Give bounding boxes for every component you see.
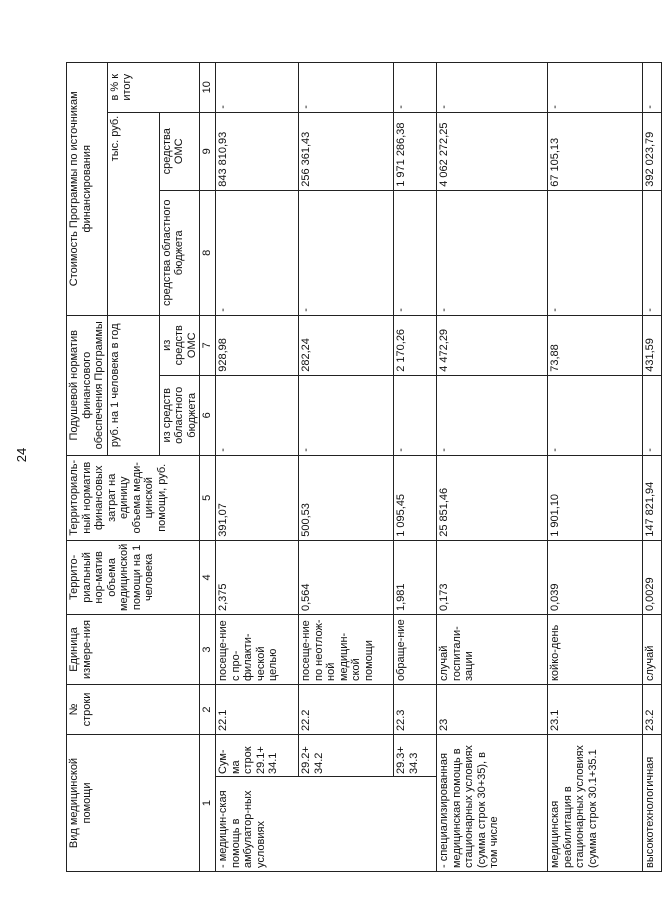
header-service-type: Вид медицинской помощи <box>67 735 200 872</box>
row-cost-oms: 67 105,13 <box>548 112 643 190</box>
row-norm-cost: 1 901,10 <box>548 455 643 540</box>
row-cost-oms: 1 971 286,38 <box>394 112 437 190</box>
row-pc-budget: - <box>216 375 299 455</box>
row-norm-volume: 1,981 <box>394 540 437 614</box>
header-row-1 <box>67 62 108 871</box>
header-pc-budget: из средств областного бюджета <box>159 375 200 455</box>
column-number: 10 <box>200 62 216 112</box>
row-pc-oms: 4 472,29 <box>437 315 548 375</box>
column-numbers-row <box>200 62 216 871</box>
row-line: 23.2 <box>643 685 662 735</box>
row-pc-oms: 431,59 <box>643 315 662 375</box>
column-number: 7 <box>200 315 216 375</box>
row-norm-cost: 1 095,45 <box>394 455 437 540</box>
sum-refs: 29.1+ 34.1 <box>254 746 279 774</box>
row-label: высокотехнологичная <box>643 735 662 872</box>
header-pc-oms: из средств ОМС <box>159 315 200 375</box>
row-cost-budget: - <box>437 190 548 315</box>
row-pc-budget: - <box>643 375 662 455</box>
header-cost-oms: средства ОМС <box>159 112 200 190</box>
row-norm-cost: 25 851,46 <box>437 455 548 540</box>
header-cost-budget: средства областного бюджета <box>159 190 200 315</box>
row-line: 22.2 <box>299 685 394 735</box>
row-line: 23.1 <box>548 685 643 735</box>
table-row <box>437 62 548 871</box>
column-number: 4 <box>200 540 216 614</box>
row-percent: - <box>643 62 662 112</box>
row-pc-oms: 2 170,26 <box>394 315 437 375</box>
row-pc-oms: 282,24 <box>299 315 394 375</box>
row-norm-cost: 391,07 <box>216 455 299 540</box>
row-percent: - <box>548 62 643 112</box>
row-cost-oms: 392 023,79 <box>643 112 662 190</box>
row-norm-cost: 500,53 <box>299 455 394 540</box>
row-percent: - <box>299 62 394 112</box>
column-number: 9 <box>200 112 216 190</box>
row-label: медицинская реабилитация в стационарных условиях (сумма строк 30.1+35.1 <box>548 735 643 872</box>
row-cost-budget: - <box>643 190 662 315</box>
row-pc-budget: - <box>437 375 548 455</box>
row-label-outpatient: - медицин-ская помощь в амбулатор-ных условиях <box>216 777 437 872</box>
row-cost-budget: - <box>299 190 394 315</box>
column-number: 1 <box>200 735 216 872</box>
row-norm-volume: 0,564 <box>299 540 394 614</box>
table-row <box>299 62 394 871</box>
table-row <box>643 62 662 871</box>
sum-label: Сум-ма строк <box>217 746 254 774</box>
row-refs: 29.2+ 34.2 <box>299 735 394 777</box>
header-cost-group: Стоимость Программы по источникам финансирования <box>67 62 108 315</box>
row-norm-volume: 0,173 <box>437 540 548 614</box>
financing-table <box>66 62 662 872</box>
row-unit: обраще-ние <box>394 615 437 685</box>
row-refs: 29.3+ 34.3 <box>394 735 437 777</box>
row-label: - специализированная медицинская помощь в стационарных условиях (сумма строк 30+35), в том числе <box>437 735 548 872</box>
table-row <box>548 62 643 871</box>
row-percent: - <box>437 62 548 112</box>
header-unit: Единица измере-ния <box>67 615 200 685</box>
row-pc-oms: 928,98 <box>216 315 299 375</box>
row-line: 23 <box>437 685 548 735</box>
column-number: 6 <box>200 375 216 455</box>
row-pc-budget: - <box>394 375 437 455</box>
row-unit: случай <box>643 615 662 685</box>
row-cost-budget: - <box>394 190 437 315</box>
row-unit: случай госпитали-зации <box>437 615 548 685</box>
row-norm-volume: 0,0029 <box>643 540 662 614</box>
column-number: 5 <box>200 455 216 540</box>
header-percent: в % к итогу <box>107 62 200 112</box>
header-per-capita-group: Подушевой норматив финансового обеспечения Программы <box>67 315 108 455</box>
page-number: 24 <box>14 447 29 463</box>
row-pc-oms: 73,88 <box>548 315 643 375</box>
row-cost-oms: 843 810,93 <box>216 112 299 190</box>
header-per-capita-unit: руб. на 1 человека в год <box>107 315 159 455</box>
header-norm-volume: Террито-риальный нор-матив объема медицинской помощи на 1 человека <box>67 540 200 614</box>
table-row <box>394 62 437 871</box>
row-line: 22.3 <box>394 685 437 735</box>
row-percent: - <box>394 62 437 112</box>
row-cost-oms: 256 361,43 <box>299 112 394 190</box>
header-line-number: № строки <box>67 685 200 735</box>
row-norm-cost: 147 821,94 <box>643 455 662 540</box>
row-line: 22.1 <box>216 685 299 735</box>
row-cost-budget: - <box>548 190 643 315</box>
row-unit: койко-день <box>548 615 643 685</box>
row-unit: посеще-ние по неотлож-ной медицин-ской помощи <box>299 615 394 685</box>
column-number: 2 <box>200 685 216 735</box>
row-cost-budget: - <box>216 190 299 315</box>
row-unit: посеще-ние с про-филакти-ческой целью <box>216 615 299 685</box>
header-norm-cost: Территориаль-ный норматив финансовых затрат на единицу объема меди-цинской помощи, руб. <box>67 455 200 540</box>
table-row <box>216 62 299 871</box>
column-number: 8 <box>200 190 216 315</box>
header-cost-unit: тыс. руб. <box>107 112 159 315</box>
row-pc-budget: - <box>299 375 394 455</box>
row-refs <box>216 735 299 777</box>
row-norm-volume: 2,375 <box>216 540 299 614</box>
row-norm-volume: 0,039 <box>548 540 643 614</box>
column-number: 3 <box>200 615 216 685</box>
row-cost-oms: 4 062 272,25 <box>437 112 548 190</box>
row-pc-budget: - <box>548 375 643 455</box>
row-percent: - <box>216 62 299 112</box>
